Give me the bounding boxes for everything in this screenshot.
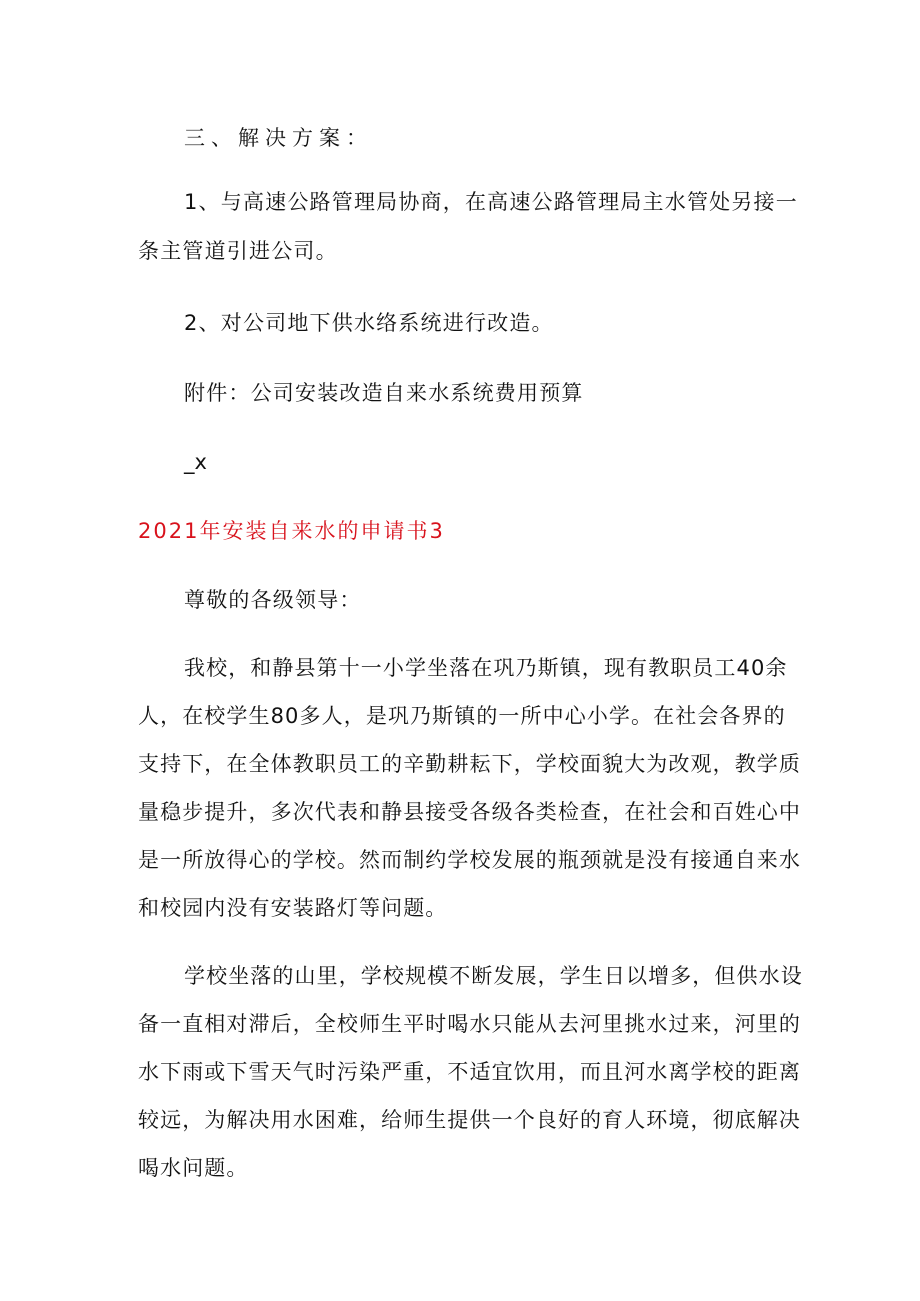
paragraph-line: 喝水问题。 <box>138 1156 249 1180</box>
paragraph-line: 我校，和静县第十一小学坐落在巩乃斯镇，现有教职员工40余 <box>184 656 788 680</box>
paragraph-line: 备一直相对滞后，全校师生平时喝水只能从去河里挑水过来，河里的 <box>138 1012 801 1036</box>
signature-placeholder: _x <box>184 450 207 474</box>
solution-item-2: 2、对公司地下供水络系统进行改造。 <box>184 311 554 335</box>
salutation: 尊敬的各级领导： <box>184 588 362 612</box>
paragraph-line: 是一所放得心的学校。然而制约学校发展的瓶颈就是没有接通自来水 <box>138 848 801 872</box>
paragraph-line: 较远，为解决用水困难，给师生提供一个良好的育人环境，彻底解决 <box>138 1108 801 1132</box>
paragraph-line: 支持下，在全体教职员工的辛勤耕耘下，学校面貌大为改观，教学质 <box>138 752 801 776</box>
paragraph-line: 人，在校学生80多人，是巩乃斯镇的一所中心小学。在社会各界的 <box>138 704 786 728</box>
solution-item-1-line-1: 1、与高速公路管理局协商，在高速公路管理局主水管处另接一 <box>184 190 798 214</box>
paragraph-line: 和校园内没有安装路灯等问题。 <box>138 896 448 920</box>
letter-title: 2021年安装自来水的申请书3 <box>138 519 445 543</box>
paragraph-line: 水下雨或下雪天气时污染严重，不适宜饮用，而且河水离学校的距离 <box>138 1060 801 1084</box>
paragraph-line: 量稳步提升，多次代表和静县接受各级各类检查，在社会和百姓心中 <box>138 800 801 824</box>
section-heading: 三、解决方案： <box>184 126 373 150</box>
solution-item-1-line-2: 条主管道引进公司。 <box>138 239 338 263</box>
attachment-line: 附件：公司安装改造自来水系统费用预算 <box>184 381 584 405</box>
paragraph-line: 学校坐落的山里，学校规模不断发展，学生日以增多，但供水设 <box>184 964 803 988</box>
